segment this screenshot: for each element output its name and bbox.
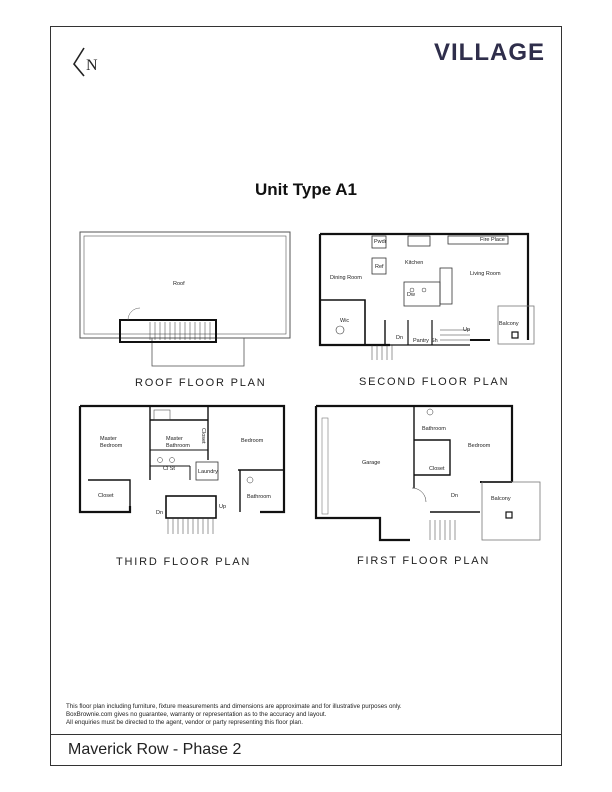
second-plan-label: SECOND FLOOR PLAN xyxy=(359,376,510,388)
room-label: Dining Room xyxy=(330,275,362,281)
room-label: Pantry xyxy=(413,338,429,344)
room-label: Cl St xyxy=(163,466,175,472)
first-plan-label: FIRST FLOOR PLAN xyxy=(357,555,491,567)
north-label: N xyxy=(86,57,98,74)
room-label: Kitchen xyxy=(405,260,424,266)
third-floor-plan xyxy=(80,406,284,534)
room-label: Sh xyxy=(431,338,438,344)
room-label: Dw xyxy=(407,292,415,298)
room-label: Balcony xyxy=(491,496,511,502)
disclaimer-line: This floor plan including furniture, fixture measurements and dimensions are approximate and for illustrative purposes only. xyxy=(66,703,402,710)
room-label: Garage xyxy=(362,460,381,466)
room-label: Fire Place xyxy=(480,237,505,243)
disclaimer xyxy=(66,703,402,727)
roof-plan xyxy=(80,232,290,366)
room-label: Closet xyxy=(429,466,445,472)
footer-title: Maverick Row - Phase 2 xyxy=(68,741,242,758)
disclaimer-line: BoxBrownie.com gives no guarantee, warranty or representation as to the accuracy and layout. xyxy=(66,711,327,718)
room-label: Up xyxy=(219,504,227,510)
room-label: Closet xyxy=(98,493,114,499)
room-label: Laundry xyxy=(198,469,218,475)
unit-title: Unit Type A1 xyxy=(254,180,357,199)
roof-plan-label: ROOF FLOOR PLAN xyxy=(135,377,267,389)
room-label: Master Bedroom xyxy=(100,436,123,449)
room-label: Wic xyxy=(340,318,350,324)
room-label-line: Bedroom xyxy=(100,443,123,449)
third-plan-label: THIRD FLOOR PLAN xyxy=(116,556,252,568)
room-label: Up xyxy=(463,327,471,333)
room-label: Dn xyxy=(396,335,404,341)
disclaimer-line: All enquiries must be directed to the agent, vendor or party representing this floor plan. xyxy=(66,719,303,726)
room-label: Ref xyxy=(375,264,384,270)
room-label: Roof xyxy=(173,281,185,287)
room-label-line: Bathroom xyxy=(166,443,190,449)
room-label: Closet xyxy=(200,428,206,444)
room-label: Bedroom xyxy=(468,443,491,449)
room-label: Master Bathroom xyxy=(166,436,190,449)
room-label: Balcony xyxy=(499,321,519,327)
room-label: Bathroom xyxy=(422,426,446,432)
room-label: Pwdr xyxy=(374,239,387,245)
room-label: Bathroom xyxy=(247,494,271,500)
room-label: Dn xyxy=(451,493,459,499)
room-label: Dn xyxy=(156,510,164,516)
room-label: Bedroom xyxy=(241,438,264,444)
room-label: Living Room xyxy=(470,271,501,277)
brand-logo: VILLAGE xyxy=(434,39,546,66)
